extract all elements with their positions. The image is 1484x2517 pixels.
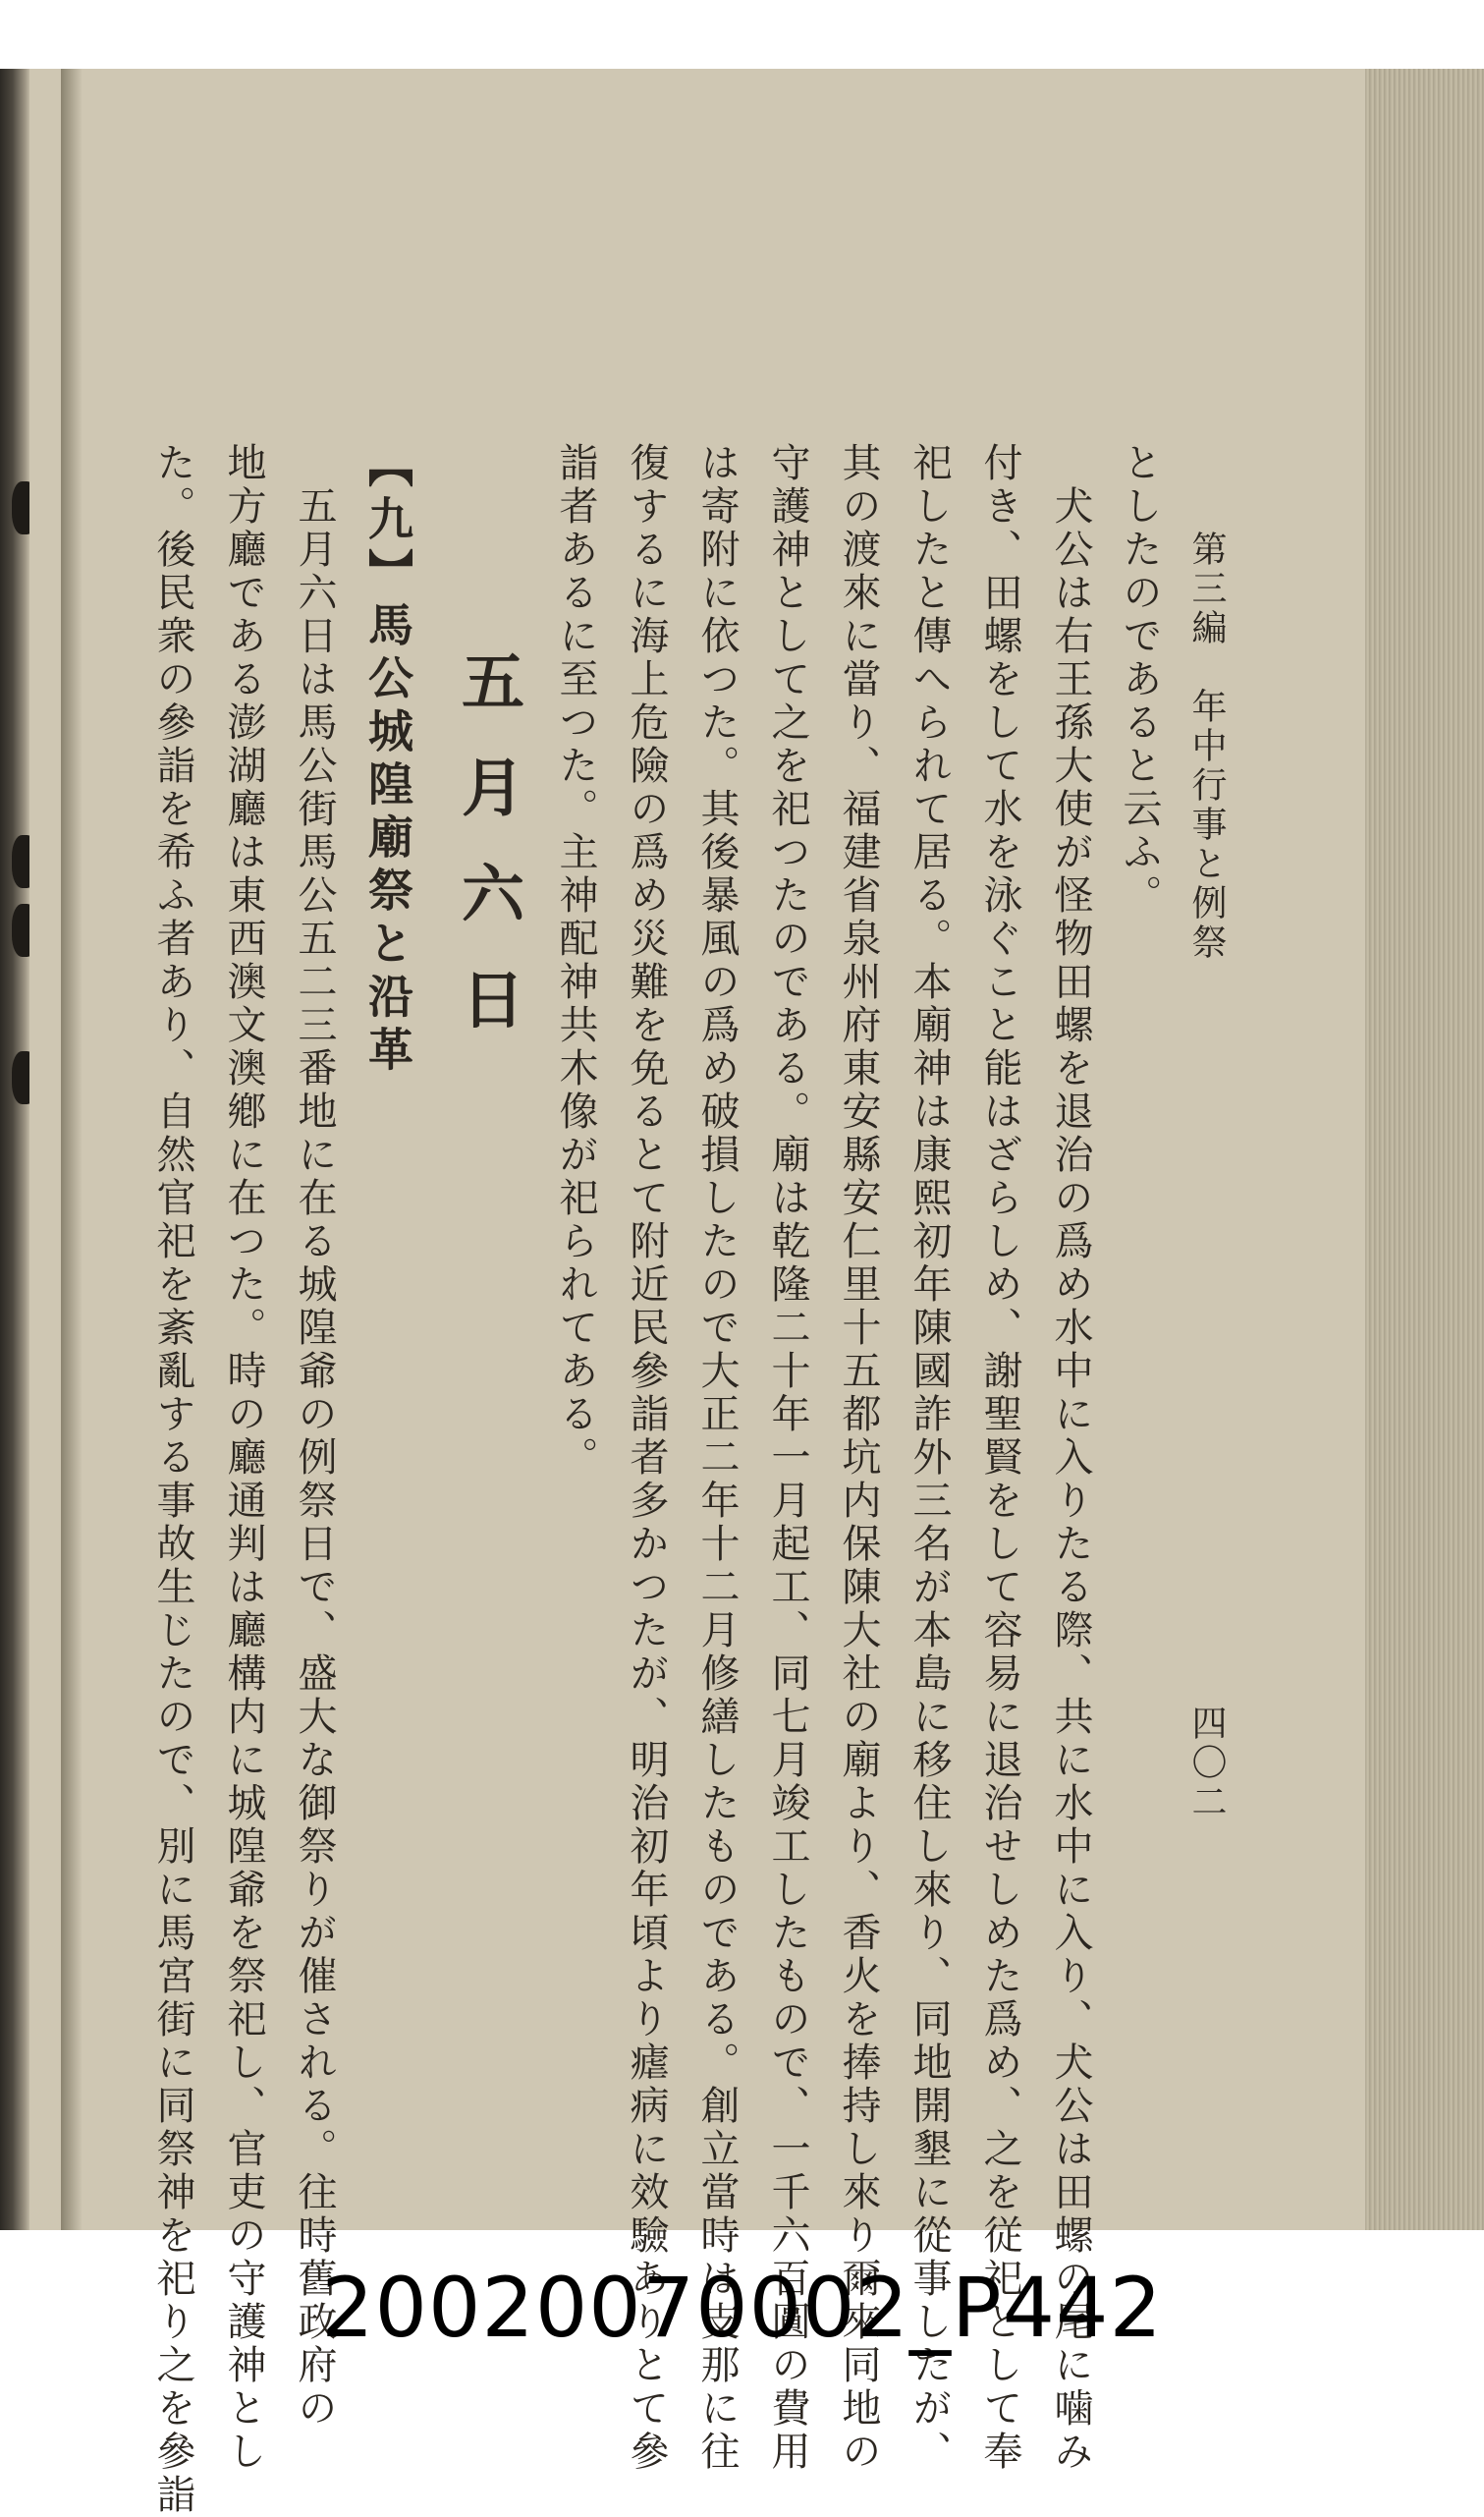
body-column: 守護神として之を祀つたのである。廟は乾隆二十年一月起工、同七月竣工したもので、一千六百圓の費用 <box>765 442 810 2474</box>
facing-page-edge <box>0 69 31 2230</box>
section-column: 地方廳である澎湖廳は東西澳文澳鄕に在つた。時の廳通判は廳構内に城隍爺を祭祀し、官吏の守護神とし <box>221 442 266 2474</box>
section-column: た。後民衆の參詣を希ふ者あり、自然官祀を紊亂する事故生じたので、別に馬宮街に同祭神を祀り之を參詣 <box>150 442 195 2517</box>
body-column: 詣者あるに至つた。主神配神共木像が祀られてある。 <box>553 442 598 1480</box>
page-gutter <box>61 69 82 2230</box>
section-column: 五月六日は馬公街馬公五二三番地に在る城隍爺の例祭日で、盛大な御祭りが催される。往時舊政府の <box>292 442 337 2431</box>
page-number: 四〇二 <box>1186 1705 1227 1822</box>
body-column: 付き、田螺をして水を泳ぐこと能はざらしめ、謝聖賢をして容易に退治せしめた爲め、之を従祀として奉 <box>977 442 1022 2474</box>
date-heading: 五月六日 <box>451 648 524 1073</box>
section-heading: 【九】馬公城隍廟祭と沿革 <box>361 442 414 1079</box>
body-column: 其の渡來に當り、福建省泉州府東安縣安仁里十五都坑内保陳大社の廟より、香火を捧持し來り爾來同地の <box>836 442 881 2474</box>
body-column: 犬公は右王孫大使が怪物田螺を退治の爲め水中に入りたる際、共に水中に入り、犬公は田螺の尾に噛み <box>1048 442 1093 2474</box>
body-column: 祀したと傳へられて居る。本廟神は康熙初年陳國詐外三名が本島に移住し來り、同地開墾に從事したが、 <box>907 442 952 2474</box>
body-column: 復するに海上危險の爲め災難を免るとて附近民參詣者多かつたが、明治初年頃より瘧病に效驗ありとて參 <box>624 442 669 2474</box>
image-caption: 20020070002_P442 <box>321 2260 1163 2356</box>
body-column: は寄附に依つた。其後暴風の爲め破損したので大正二年十二月修繕したものである。創立當時は支那に往 <box>694 442 740 2474</box>
body-column: としたのであると云ふ。 <box>1117 442 1162 918</box>
page-fore-edge <box>1365 69 1484 2230</box>
running-title: 第三編 年中行事と例祭 <box>1186 531 1227 963</box>
